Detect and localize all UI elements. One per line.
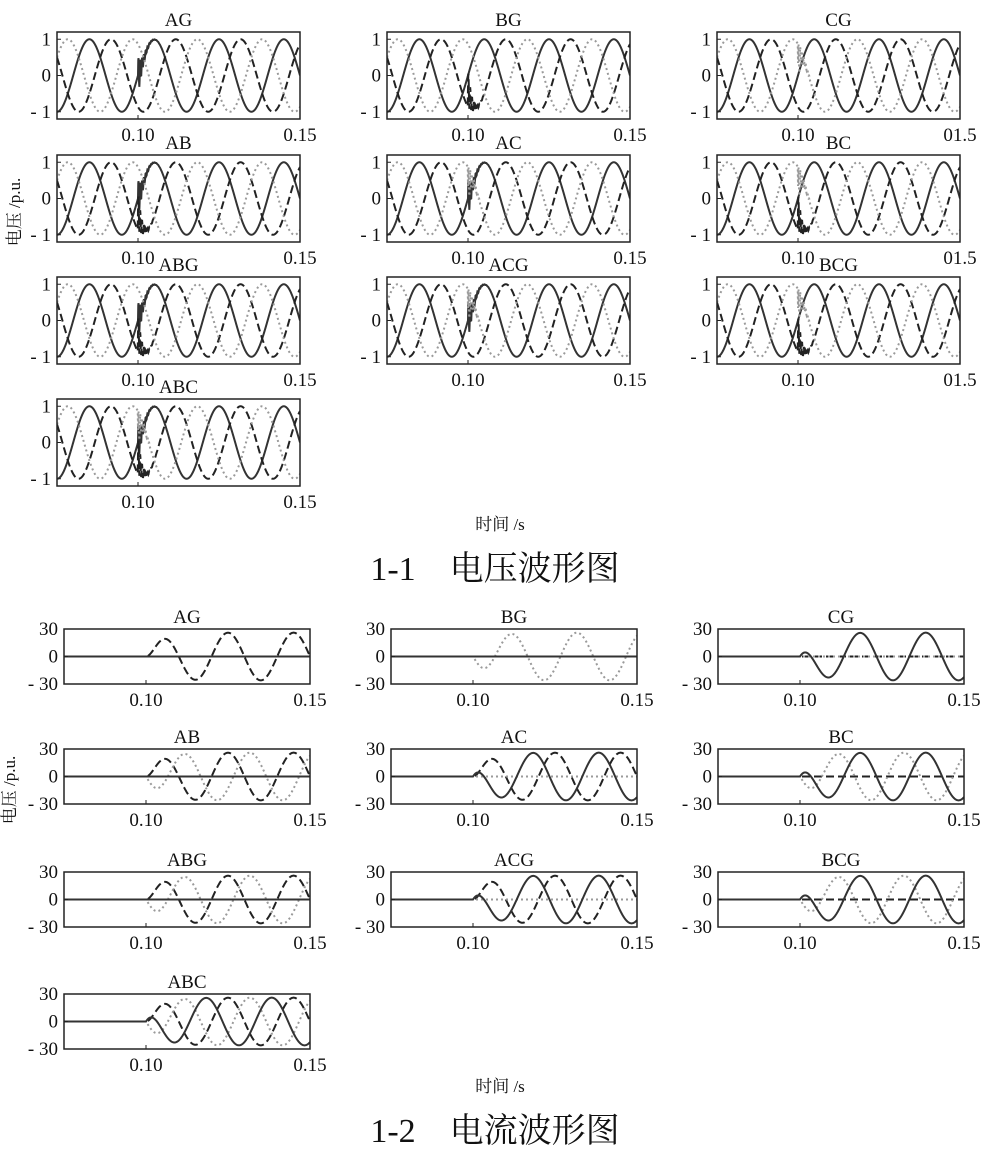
series-group <box>64 998 310 1046</box>
y-tick-label: 1 <box>41 29 51 51</box>
x-tick-label: 0.15 <box>283 125 317 146</box>
series-group <box>387 39 630 112</box>
voltage-figure-caption: 1-1 电压波形图 <box>370 551 620 588</box>
y-tick-label: 1 <box>371 29 381 51</box>
y-tick-label: 0 <box>702 889 712 911</box>
series-group <box>387 284 630 357</box>
current-panel-cg <box>682 607 981 711</box>
current-panel-acg <box>355 850 654 954</box>
series-phase-a-line <box>57 406 300 479</box>
panel-title: ACG <box>493 850 535 871</box>
y-tick-label: 0 <box>701 65 711 87</box>
current-panel-ab <box>28 727 327 831</box>
x-tick-label: 0.15 <box>620 810 654 831</box>
panel-title: BCG <box>818 255 859 276</box>
series-group <box>57 406 300 479</box>
y-tick-label: 0 <box>41 432 51 454</box>
y-tick-label: - 30 <box>681 794 712 815</box>
x-tick-label: 0.10 <box>456 933 490 954</box>
x-tick-label: 0.10 <box>451 370 485 391</box>
panel-title: ABG <box>166 850 208 871</box>
current-figure-caption: 1-2 电流波形图 <box>370 1113 620 1150</box>
y-tick-label: 0 <box>375 646 385 668</box>
y-tick-label: 30 <box>366 619 385 640</box>
series-phase-a-line <box>57 284 300 357</box>
y-tick-label: 0 <box>702 646 712 668</box>
x-tick-label: 0.15 <box>613 125 647 146</box>
x-tick-label: 0.15 <box>613 248 647 269</box>
series-group <box>64 633 310 681</box>
y-tick-label: 30 <box>693 619 712 640</box>
panel-title: ACG <box>488 255 529 276</box>
y-tick-label: - 30 <box>354 794 385 815</box>
series-group <box>717 39 960 112</box>
panel-title: ABC <box>167 972 207 993</box>
panel-title: BC <box>825 133 852 154</box>
y-tick-label: - 30 <box>27 917 58 938</box>
x-tick-label: 0.10 <box>456 690 490 711</box>
series-group <box>391 633 637 681</box>
x-tick-label: 0.10 <box>121 492 155 513</box>
y-tick-label: 1 <box>41 274 51 296</box>
x-tick-label: 0.10 <box>129 690 163 711</box>
y-tick-label: - 1 <box>360 101 381 123</box>
y-tick-label: 0 <box>702 766 712 788</box>
x-tick-label: 0.10 <box>129 810 163 831</box>
y-tick-label: 1 <box>701 274 711 296</box>
series-phase-a-line <box>717 162 960 235</box>
axes-frame <box>387 32 630 119</box>
x-tick-label: 0.15 <box>283 370 317 391</box>
y-tick-label: - 1 <box>30 224 51 246</box>
axes-frame <box>717 155 960 242</box>
y-tick-label: 1 <box>371 274 381 296</box>
series-phase-a-line <box>57 39 300 112</box>
x-tick-label: 0.15 <box>947 810 981 831</box>
series-group <box>717 284 960 357</box>
y-tick-label: 0 <box>371 65 381 87</box>
y-tick-label: 1 <box>371 152 381 174</box>
y-tick-label: - 1 <box>360 224 381 246</box>
y-tick-label: 30 <box>693 739 712 760</box>
current-panel-bcg <box>682 850 981 954</box>
voltage-ylabel: 电压 /p.u. <box>5 177 24 247</box>
x-tick-label: 0.10 <box>451 125 485 146</box>
series-phase-a-line <box>717 39 960 112</box>
y-tick-label: 0 <box>375 889 385 911</box>
x-tick-label: 0.10 <box>456 810 490 831</box>
x-tick-label: 0.15 <box>283 492 317 513</box>
y-tick-label: - 30 <box>354 917 385 938</box>
series-group <box>387 162 630 235</box>
voltage-panel-bg <box>360 10 646 146</box>
y-tick-label: 1 <box>41 152 51 174</box>
y-tick-label: - 1 <box>30 346 51 368</box>
x-tick-label: 0.10 <box>781 370 815 391</box>
axes-frame <box>387 277 630 364</box>
y-tick-label: 30 <box>39 984 58 1005</box>
x-tick-label: 0.10 <box>129 1055 163 1076</box>
series-group <box>717 162 960 235</box>
y-tick-label: - 1 <box>690 101 711 123</box>
panel-title: AC <box>495 133 522 154</box>
y-tick-label: 0 <box>371 310 381 332</box>
voltage-panel-abc <box>30 377 316 513</box>
panel-title: BG <box>495 10 522 31</box>
x-tick-label: 01.5 <box>943 248 977 269</box>
panel-title: AG <box>164 10 193 31</box>
y-tick-label: 0 <box>701 188 711 210</box>
series-phase-a-line <box>57 162 300 235</box>
x-tick-label: 0.10 <box>781 125 815 146</box>
series-phase-a-line <box>387 284 630 357</box>
current-panel-bc <box>682 727 981 831</box>
x-tick-label: 0.10 <box>121 248 155 269</box>
x-tick-label: 01.5 <box>943 370 977 391</box>
voltage-panel-acg <box>360 255 646 391</box>
x-tick-label: 0.10 <box>781 248 815 269</box>
x-tick-label: 0.10 <box>121 370 155 391</box>
panel-title: AG <box>173 607 201 628</box>
x-tick-label: 0.15 <box>293 1055 327 1076</box>
x-tick-label: 0.15 <box>283 248 317 269</box>
current-ylabel: 电压 /p.u. <box>0 755 19 825</box>
y-tick-label: - 30 <box>27 674 58 695</box>
panel-title: AB <box>165 133 192 154</box>
y-tick-label: 0 <box>41 65 51 87</box>
series-group <box>718 753 964 801</box>
axes-frame <box>57 155 300 242</box>
panel-title: BG <box>500 607 528 628</box>
y-tick-label: 30 <box>366 862 385 883</box>
x-tick-label: 0.10 <box>129 933 163 954</box>
y-tick-label: 0 <box>41 310 51 332</box>
series-group <box>64 876 310 924</box>
y-tick-label: 0 <box>371 188 381 210</box>
panel-title: BC <box>828 727 854 748</box>
axes-frame <box>57 399 300 486</box>
panel-title: AC <box>500 727 528 748</box>
panel-title: CG <box>825 10 852 31</box>
y-tick-label: - 30 <box>27 794 58 815</box>
y-tick-label: - 1 <box>30 101 51 123</box>
series-phase-a-line <box>387 39 630 112</box>
x-tick-label: 01.5 <box>943 125 977 146</box>
y-tick-label: - 30 <box>681 674 712 695</box>
voltage-panel-cg <box>690 10 976 146</box>
panel-title: BCG <box>821 850 861 871</box>
y-tick-label: 30 <box>39 862 58 883</box>
y-tick-label: - 30 <box>354 674 385 695</box>
series-group <box>57 162 300 235</box>
y-tick-label: - 1 <box>690 346 711 368</box>
current-xlabel: 时间 /s <box>475 1077 525 1096</box>
axes-frame <box>57 32 300 119</box>
x-tick-label: 0.10 <box>451 248 485 269</box>
current-panel-ac <box>355 727 654 831</box>
y-tick-label: 1 <box>701 29 711 51</box>
y-tick-label: 1 <box>41 396 51 418</box>
voltage-figure <box>30 10 976 513</box>
y-tick-label: 30 <box>39 739 58 760</box>
x-tick-label: 0.10 <box>783 690 817 711</box>
x-tick-label: 0.10 <box>783 810 817 831</box>
axes-frame <box>717 32 960 119</box>
y-tick-label: - 30 <box>27 1039 58 1060</box>
panel-title: AB <box>173 727 201 748</box>
y-tick-label: 0 <box>48 889 58 911</box>
series-group <box>391 876 637 924</box>
y-tick-label: - 30 <box>681 917 712 938</box>
x-tick-label: 0.15 <box>613 370 647 391</box>
series-group <box>64 753 310 801</box>
x-tick-label: 0.15 <box>620 690 654 711</box>
voltage-panel-bcg <box>690 255 976 391</box>
panel-title: ABC <box>158 377 199 398</box>
current-panel-bg <box>355 607 654 711</box>
x-tick-label: 0.15 <box>293 933 327 954</box>
axes-frame <box>717 277 960 364</box>
y-tick-label: 30 <box>693 862 712 883</box>
series-group <box>57 39 300 112</box>
voltage-xlabel: 时间 /s <box>475 515 525 534</box>
x-tick-label: 0.15 <box>620 933 654 954</box>
x-tick-label: 0.10 <box>121 125 155 146</box>
y-tick-label: - 1 <box>30 468 51 490</box>
panel-title: ABG <box>158 255 199 276</box>
voltage-panel-ac <box>360 133 646 269</box>
axes-frame <box>57 277 300 364</box>
y-tick-label: - 1 <box>360 346 381 368</box>
current-figure <box>28 607 981 1076</box>
voltage-panel-bc <box>690 133 976 269</box>
current-panel-abc <box>28 972 327 1076</box>
series-group <box>718 876 964 924</box>
y-tick-label: 0 <box>375 766 385 788</box>
current-panel-ag <box>28 607 327 711</box>
voltage-panel-ag <box>30 10 316 146</box>
series-group <box>391 753 637 801</box>
y-tick-label: 0 <box>701 310 711 332</box>
y-tick-label: - 1 <box>690 224 711 246</box>
y-tick-label: 30 <box>366 739 385 760</box>
axes-frame <box>387 155 630 242</box>
x-tick-label: 0.15 <box>293 690 327 711</box>
series-phase-a-line <box>717 284 960 357</box>
x-tick-label: 0.15 <box>947 690 981 711</box>
current-panel-abg <box>28 850 327 954</box>
x-tick-label: 0.15 <box>947 933 981 954</box>
series-group <box>718 633 964 681</box>
series-phase-a-line <box>387 162 630 235</box>
x-tick-label: 0.15 <box>293 810 327 831</box>
voltage-panel-ab <box>30 133 316 269</box>
voltage-panel-abg <box>30 255 316 391</box>
x-tick-label: 0.10 <box>783 933 817 954</box>
y-tick-label: 30 <box>39 619 58 640</box>
y-tick-label: 0 <box>41 188 51 210</box>
y-tick-label: 0 <box>48 766 58 788</box>
y-tick-label: 0 <box>48 646 58 668</box>
y-tick-label: 0 <box>48 1011 58 1033</box>
series-group <box>57 284 300 357</box>
panel-title: CG <box>827 607 855 628</box>
y-tick-label: 1 <box>701 152 711 174</box>
